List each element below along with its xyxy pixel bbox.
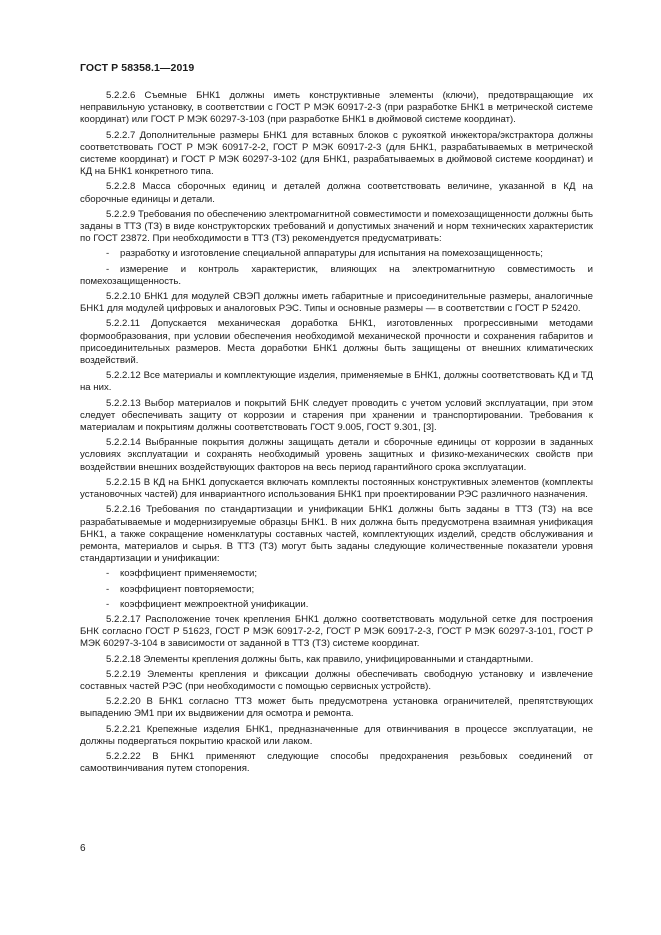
- list-dash: -: [106, 248, 110, 260]
- paragraph: 5.2.2.19 Элементы крепления и фиксации должны обеспечивать свободную установку и извлечение составных частей РЭС (при необходимости с помощью сервисных устройств).: [80, 668, 593, 692]
- list-item-text: коэффициент повторяемости;: [120, 583, 255, 595]
- list-dash: -: [106, 598, 110, 610]
- paragraph: 5.2.2.6 Съемные БНК1 должны иметь конструктивные элементы (ключи), предотвращающие их неправильную установку, в соответствии с ГОСТ Р МЭК 60917-2-3 (при разработке БНК1 в метрической системе координат) или ГОСТ Р МЭК 60297-3-103 (при разработке БНК1 в дюймовой системе координат).: [80, 90, 593, 126]
- document-body: [80, 90, 593, 778]
- list-item-text: измерение и контроль характеристик, влияющих на электромагнитную совместимость и помехозащищенность.: [80, 263, 593, 287]
- paragraph: 5.2.2.9 Требования по обеспечению электромагнитной совместимости и помехозащищенности должны быть заданы в ТТЗ (ТЗ) в виде конструкторских требований и допустимых значений и норм технических характеристик по ГОСТ 23872. При необходимости в ТТЗ (ТЗ) рекомендуется предусматривать:: [80, 208, 593, 245]
- list-item-text: коэффициент межпроектной унификации.: [120, 598, 309, 610]
- document-header-title: ГОСТ Р 58358.1—2019: [80, 62, 195, 74]
- paragraph: 5.2.2.15 В КД на БНК1 допускается включать комплекты постоянных конструктивных элементов (комплекты установочных частей) для инвариантного использования БНК1 при проектировании РЭС различного назначения.: [80, 476, 593, 501]
- list-item: [80, 248, 593, 260]
- page-number: 6: [80, 843, 86, 854]
- paragraph: 5.2.2.12 Все материалы и комплектующие изделия, применяемые в БНК1, должны соответствовать КД и ТД на них.: [80, 370, 593, 394]
- paragraph: 5.2.2.8 Масса сборочных единиц и деталей должна соответствовать величине, указанной в КД на сборочные единицы и детали.: [80, 181, 593, 205]
- paragraph: 5.2.2.16 Требования по стандартизации и унификации БНК1 должны быть заданы в ТТЗ (ТЗ) на все разрабатываемые и модернизируемые образцы БНК1. В них должна быть предусмотрена взаимная унификация БНК1, а также сокращение номенклатуры составных частей, комплектующих изделий, средств обслуживания и ремонта, материалов и сырья. В ТТЗ (ТЗ) могут быть заданы следующие количественные показатели уровня стандартизации и унификации:: [80, 504, 593, 565]
- list-item-text: коэффициент применяемости;: [120, 568, 258, 580]
- list-item: [80, 568, 593, 580]
- paragraph: 5.2.2.21 Крепежные изделия БНК1, предназначенные для отвинчивания в процессе эксплуатации, не должны подвергаться покрытию краской или лаком.: [80, 723, 593, 747]
- paragraph: 5.2.2.13 Выбор материалов и покрытий БНК следует проводить с учетом условий эксплуатации, при этом следует обеспечивать защиту от коррозии и старения при хранении и транспортировании. Требования к материалам и покрытиям должны соответствовать ГОСТ 9.005, ГОСТ 9.301, [3].: [80, 397, 593, 434]
- paragraph: 5.2.2.7 Дополнительные размеры БНК1 для вставных блоков с рукояткой инжектора/экстрактора должны соответствовать ГОСТ Р МЭК 60917-2-2, ГОСТ Р МЭК 60917-2-3 (для БНК1, разрабатываемых в метрической системе координат) и ГОСТ Р МЭК 60297-3-102 (для БНК1, разрабатываемых в дюймовой системе координат) и КД на БНК1 конкретного типа.: [80, 129, 593, 178]
- paragraph: 5.2.2.14 Выбранные покрытия должны защищать детали и сборочные единицы от коррозии в заданных условиях эксплуатации и сохранять необходимый уровень защитных и физико-механических свойств при воздействии внешних воздействующих факторов на весь период гарантийного срока эксплуатации.: [80, 437, 593, 473]
- list-dash: -: [106, 583, 110, 595]
- paragraph: 5.2.2.11 Допускается механическая доработка БНК1, изготовленных прогрессивными методами формообразования, при условии обеспечения необходимой механической прочности и сохранения габаритов и присоединительных размеров. Места доработки БНК1 должны быть защищены от внешних климатических воздействий.: [80, 318, 593, 367]
- list-dash: -: [106, 568, 110, 580]
- paragraph: 5.2.2.17 Расположение точек крепления БНК1 должно соответствовать модульной сетке для построения БНК согласно ГОСТ Р 51623, ГОСТ Р МЭК 60917-2-2, ГОСТ Р МЭК 60917-2-3, ГОСТ Р МЭК 60297-3-101, ГОСТ Р МЭК 60297-3-104 в зависимости от заданной в ТТЗ (ТЗ) системе координат.: [80, 613, 593, 650]
- paragraph: 5.2.2.20 В БНК1 согласно ТТЗ может быть предусмотрена установка ограничителей, препятствующих выпадению ЭМ1 при их выдвижении для осмотра и ремонта.: [80, 696, 593, 720]
- paragraph: 5.2.2.18 Элементы крепления должны быть, как правило, унифицированными и стандартными.: [106, 653, 534, 665]
- list-item: [80, 264, 593, 288]
- list-dash: -: [106, 263, 110, 275]
- list-item-text: разработку и изготовление специальной аппаратуры для испытания на помехозащищенность;: [120, 248, 543, 260]
- list-item: [80, 584, 593, 596]
- paragraph: 5.2.2.22 В БНК1 применяют следующие способы предохранения резьбовых соединений от самоотвинчивания путем стопорения.: [80, 750, 593, 775]
- list-item: [80, 599, 593, 611]
- paragraph: 5.2.2.10 БНК1 для модулей СВЭП должны иметь габаритные и присоединительные размеры, аналогичные БНК1 для модулей цифровых и аналоговых РЭС. Типы и основные размеры — в соответствии с ГОСТ Р 52420.: [80, 291, 593, 315]
